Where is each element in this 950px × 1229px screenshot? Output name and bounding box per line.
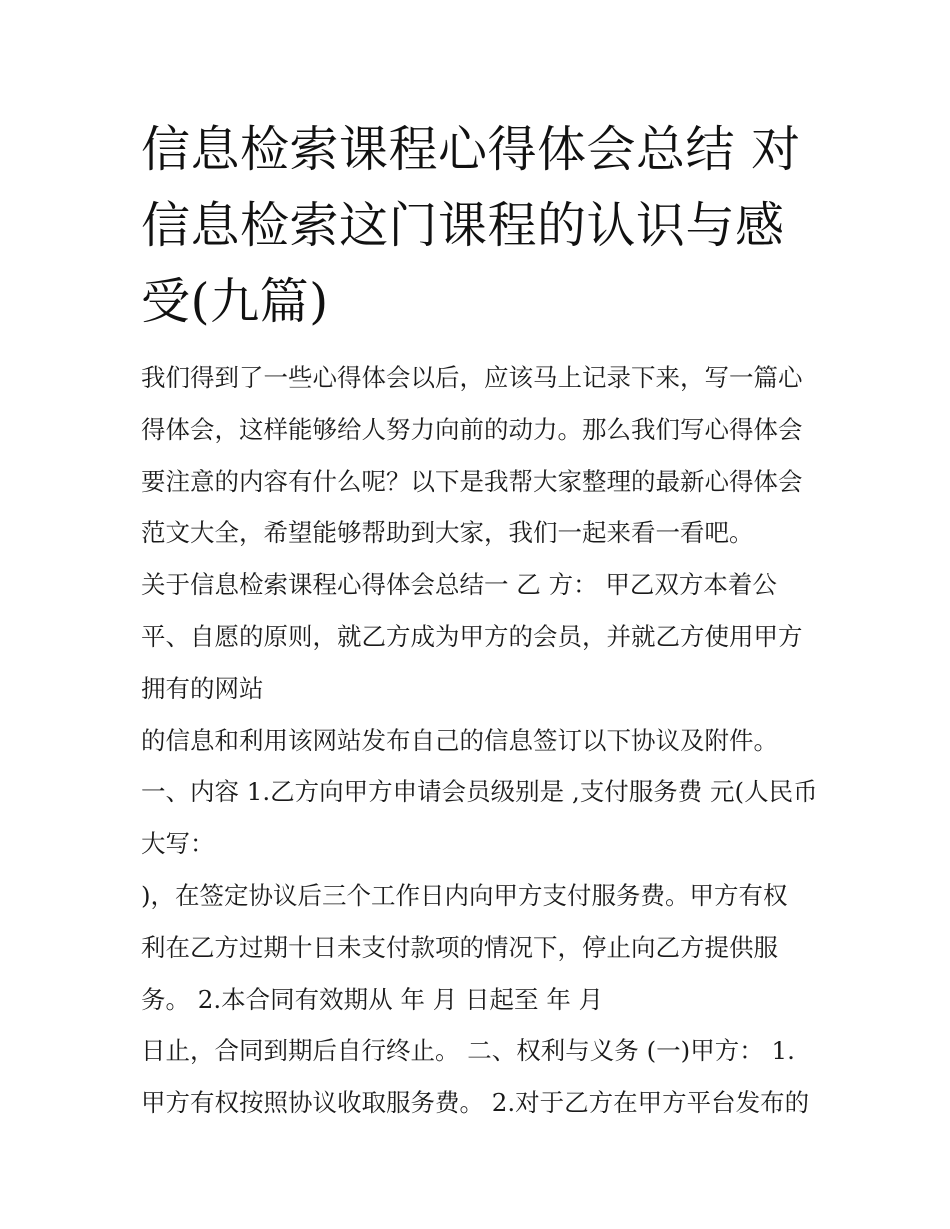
- body-line: 的信息和利用该网站发布自己的信息签订以下协议及附件。: [141, 725, 778, 755]
- document-page: [141, 112, 821, 1129]
- body-line: 拥有的网站: [141, 673, 264, 703]
- body-line: 我们得到了一些心得体会以后，应该马上记录下来，写一篇心: [141, 363, 803, 392]
- title-line: 信息检索这门课程的认识与感: [141, 197, 785, 254]
- document-body: [141, 352, 821, 1129]
- body-line: 利在乙方过期十日未支付款项的情况下，停止向乙方提供服: [141, 932, 778, 962]
- body-line: 平、自愿的原则，就乙方成为甲方的会员，并就乙方使用甲方: [141, 621, 803, 651]
- body-line: )，在签定协议后三个工作日内向甲方支付服务费。甲方有权: [141, 880, 788, 910]
- body-line: 甲方有权按照协议收取服务费。 2.对于乙方在甲方平台发布的: [141, 1088, 810, 1118]
- body-line: 大写：: [141, 829, 215, 859]
- title-line: 受(九篇): [141, 273, 329, 330]
- title-line: 信息检索课程心得体会总结 对: [141, 121, 801, 178]
- body-line: 要注意的内容有什么呢？以下是我帮大家整理的最新心得体会: [141, 466, 803, 496]
- body-line: 日止，合同到期后自行终止。 二、权利与义务 (一)甲方： 1.: [141, 1036, 795, 1066]
- body-line: 得体会，这样能够给人努力向前的动力。那么我们写心得体会: [141, 414, 803, 444]
- body-line: 务。 2.本合同有效期从 年 月 日起至 年 月: [141, 984, 604, 1014]
- body-line: 范文大全，希望能够帮助到大家，我们一起来看一看吧。: [141, 518, 754, 548]
- body-line: 一、内容 1.乙方向甲方申请会员级别是 ,支付服务费 元(人民币: [141, 777, 818, 807]
- document-title: [141, 112, 821, 340]
- body-line: 关于信息检索课程心得体会总结一 乙 方： 甲乙双方本着公: [141, 570, 777, 600]
